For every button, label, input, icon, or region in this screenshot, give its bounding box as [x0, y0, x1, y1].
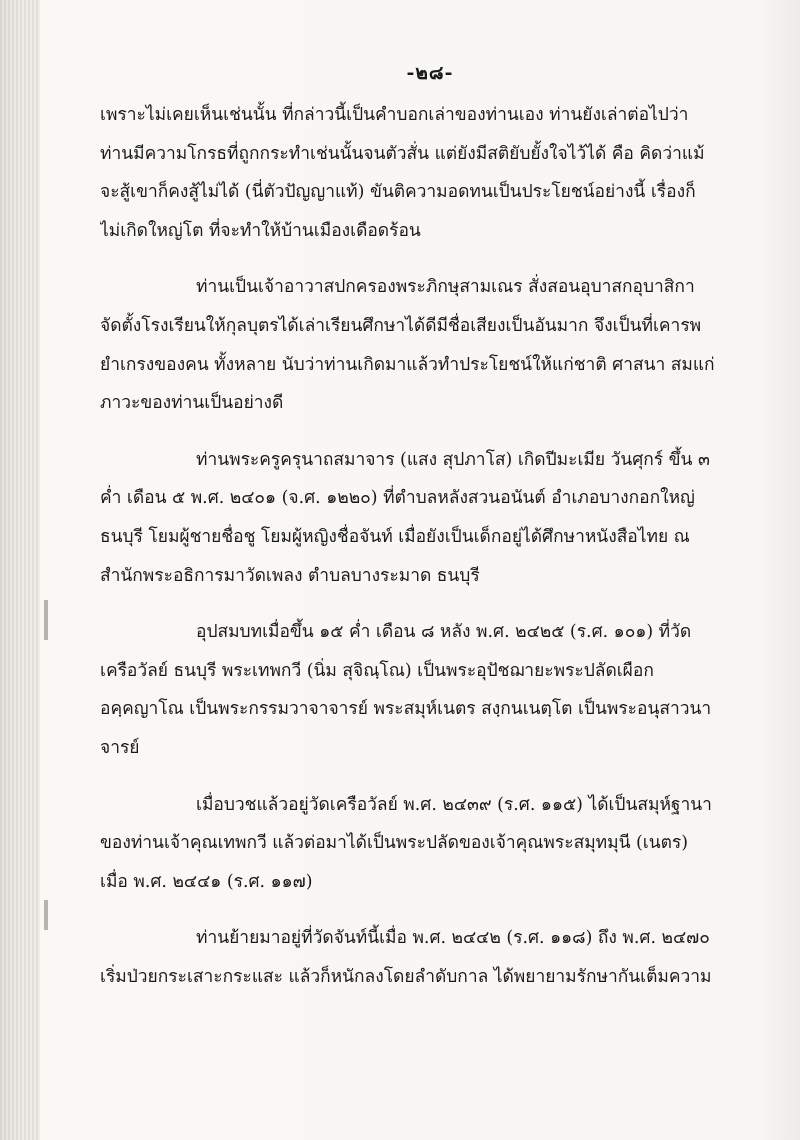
text-line: ท่านพระครูครุนาถสมาจาร (แสง สุปภาโส) เกิดปีมะเมีย วันศุกร์ ขึ้น ๓ — [196, 449, 710, 470]
paragraph-gap — [100, 901, 760, 919]
paragraph-gap — [100, 768, 760, 786]
text-line: สำนักพระอธิการมาวัดเพลง ตำบลบางระมาด ธนบุรี — [100, 565, 480, 586]
text-line: จัดตั้งโรงเรียนให้กุลบุตรได้เล่าเรียนศึกษาได้ดีมีชื่อเสียงเป็นอันมาก จึงเป็นที่เคารพ — [100, 315, 702, 336]
paragraph — [100, 268, 760, 422]
text-line: ค่ำ เดือน ๕ พ.ศ. ๒๔๐๑ (จ.ศ. ๑๒๒๐) ที่ตำบลหลังสวนอนันต์ อำเภอบางกอกใหญ่ — [100, 488, 695, 509]
paragraph — [100, 441, 760, 595]
text-line: เพราะไม่เคยเห็นเช่นนั้น ที่กล่าวนี้เป็นคำบอกเล่าของท่านเอง ท่านยังเล่าต่อไปว่า — [100, 105, 689, 125]
text-line: เมื่อบวชแล้วอยู่วัดเครือวัลย์ พ.ศ. ๒๔๓๙ (ร.ศ. ๑๑๕) ได้เป็นสมุห์ฐานา — [196, 794, 712, 815]
paragraph-gap — [100, 595, 760, 613]
text-line: ธนบุรี โยมผู้ชายชื่อชู โยมผู้หญิงชื่อจันท์ เมื่อยังเป็นเด็กอยู่ได้ศึกษาหนังสือไทย ณ — [100, 526, 690, 547]
page-content — [100, 58, 760, 996]
text-line: อุปสมบทเมื่อขึ้น ๑๕ ค่ำ เดือน ๘ หลัง พ.ศ. ๒๔๒๕ (ร.ศ. ๑๐๑) ที่วัด — [196, 622, 692, 643]
text-line: เมื่อ พ.ศ. ๒๔๔๑ (ร.ศ. ๑๑๗) — [100, 871, 313, 892]
text-line: ไม่เกิดใหญ่โต ที่จะทำให้บ้านเมืองเดือดร้อน — [100, 220, 421, 241]
paragraph — [100, 613, 760, 767]
stacked-page-edges — [0, 0, 40, 1140]
text-line: เริ่มป่วยกระเสาะกระแสะ แล้วก็หนักลงโดยลำดับกาล ได้พยายามรักษากันเต็มความ — [100, 966, 712, 987]
text-line: ท่านเป็นเจ้าอาวาสปกครองพระภิกษุสามเณร สั่งสอนอุบาสกอุบาสิกา — [196, 277, 695, 298]
text-line: ยำเกรงของคน ทั้งหลาย นับว่าท่านเกิดมาแล้วทำประโยชน์ให้แก่ชาติ ศาสนา สมแก่ — [100, 354, 715, 375]
text-line: ของท่านเจ้าคุณเทพกวี แล้วต่อมาได้เป็นพระปลัดของเจ้าคุณพระสมุทมุนี (เนตร) — [100, 833, 689, 854]
margin-mark — [44, 600, 48, 640]
paragraph-list — [100, 96, 760, 996]
text-line: อคฺคญาโณ เป็นพระกรรมวาจาจารย์ พระสมุห์เนตร สงฺกนเนตฺโต เป็นพระอนุสาวนา — [100, 699, 712, 720]
paragraph — [100, 919, 760, 996]
text-line: เครือวัลย์ ธนบุรี พระเทพกวี (นิ่ม สุจิณฺโณ) เป็นพระอุปัชฌายะพระปลัดเผือก — [100, 660, 654, 681]
text-line: ท่านมีความโกรธที่ถูกกระทำเช่นนั้นจนตัวสั่น แต่ยังมีสติยับยั้งใจไว้ได้ คือ คิดว่าแม้ — [100, 143, 705, 164]
paragraph — [100, 786, 760, 902]
paragraph-gap — [100, 250, 760, 268]
text-line: จารย์ — [100, 737, 140, 758]
text-line: ภาวะของท่านเป็นอย่างดี — [100, 393, 284, 414]
page-number: -๒๘- — [406, 62, 454, 84]
text-line: จะสู้เขาก็คงสู้ไม่ได้ (นี่ตัวปัญญาแท้) ขันติความอดทนเป็นประโยชน์อย่างนี้ เรื่องก็ — [100, 182, 696, 203]
paragraph-gap — [100, 423, 760, 441]
paragraph — [100, 96, 760, 250]
margin-mark — [44, 900, 48, 930]
text-line: ท่านย้ายมาอยู่ที่วัดจันท์นี้เมื่อ พ.ศ. ๒๔๔๒ (ร.ศ. ๑๑๘) ถึง พ.ศ. ๒๔๗๐ — [196, 928, 710, 949]
